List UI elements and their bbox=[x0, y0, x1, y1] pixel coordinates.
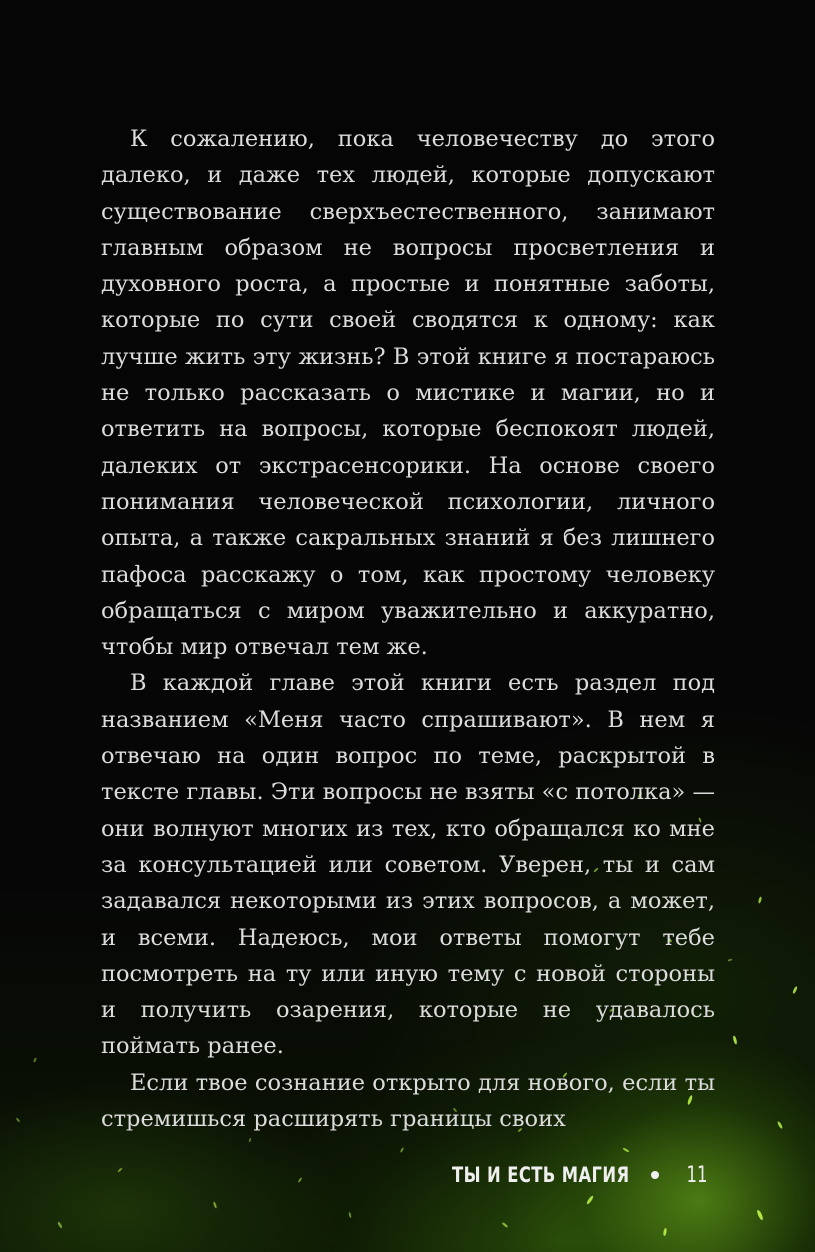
paragraph: Если твое сознание открыто для нового, если ты стремишься расширять границы своих bbox=[101, 1069, 715, 1133]
page-number: 11 bbox=[686, 1162, 708, 1188]
running-title: ТЫ И ЕСТЬ МАГИЯ bbox=[451, 1163, 629, 1187]
bullet-dot-icon bbox=[651, 1171, 659, 1179]
paragraph: К сожалению, пока человечеству до этого далеко, и даже тех людей, которые допускают существование сверхъестественного, занимают главным образом не вопросы просветления и духовного роста, а простые и понятные заботы, которые по сути своей сводятся к одному: как лучше жить эту жизнь? В этой книге я постараюсь не только рассказать о мистике и магии, но и ответить на вопросы, которые беспокоят людей, далеких от экстрасенсорики. На основе своего понимания человеческой психологии, личного опыта, а также сакральных знаний я без лишнего пафоса расскажу о том, как простому человеку обращаться с миром уважительно и аккуратно, чтобы мир отвечал тем же. bbox=[101, 126, 715, 661]
body-text bbox=[101, 121, 715, 1137]
paragraph: В каждой главе этой книги есть раздел под названием «Меня часто спрашивают». В нем я отвечаю на один вопрос по теме, раскрытой в тексте главы. Эти вопросы не взяты «с потолка» — они волнуют многих из тех, кто обращался ко мне за консультацией или советом. Уверен, ты и сам задавался некоторыми из этих вопросов, а может, и всеми. Надеюсь, мои ответы помогут тебе посмотреть на ту или иную тему с новой стороны и получить озарения, которые не удавалось поймать ранее. bbox=[101, 670, 715, 1060]
page-footer bbox=[402, 1160, 711, 1190]
